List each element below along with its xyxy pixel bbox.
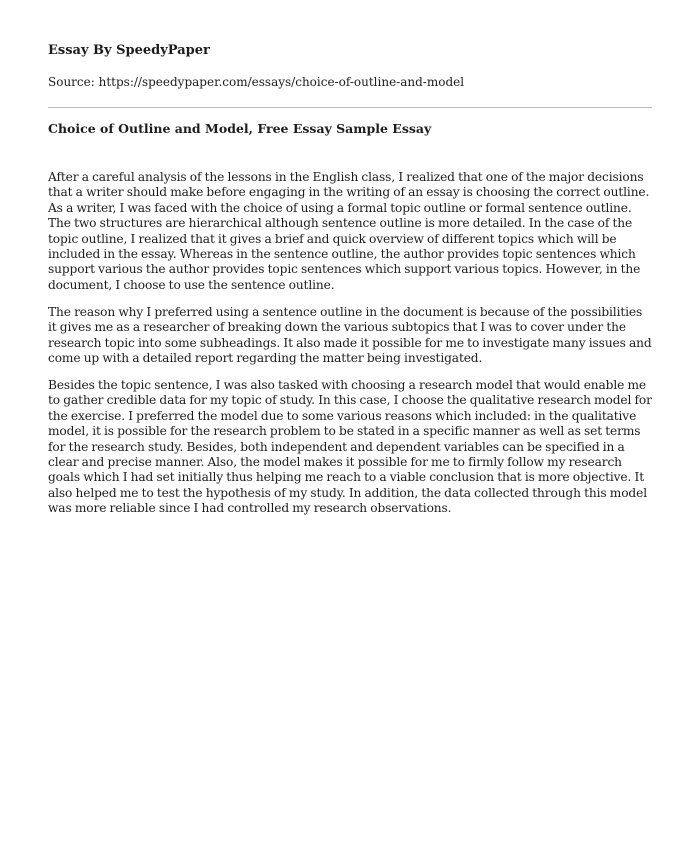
source-line (48, 75, 464, 90)
document-page (48, 0, 652, 850)
essay-body (48, 170, 652, 528)
header-divider (48, 107, 652, 108)
source-url[interactable]: https://speedypaper.com/essays/choice-of-outline-and-model (98, 75, 465, 89)
document-header-title: Essay By SpeedyPaper (48, 43, 210, 58)
essay-paragraph-3: Besides the topic sentence, I was also tasked with choosing a research model that would enable me to gather credible data for my topic of study. In this case, I choose the qualitative research model for the exercise. I preferred the model due to some various reasons which included: in the qualitative model, it is possible for the research problem to be stated in a specific manner as well as set terms for the research study. Besides, both independent and dependent variables can be specified in a clear and precise manner. Also, the model makes it possible for me to firmly follow my research goals which I had set initially thus helping me reach to a viable conclusion that is more objective. It also helped me to test the hypothesis of my study. In addition, the data collected through this model was more reliable since I had controlled my research observations. (48, 377, 652, 516)
source-label: Source: (48, 75, 95, 89)
essay-title: Choice of Outline and Model, Free Essay Sample Essay (48, 121, 432, 136)
essay-paragraph-2: The reason why I preferred using a sentence outline in the document is because of the possibilities it gives me as a researcher of breaking down the various subtopics that I was to cover under the research topic into some subheadings. It also made it possible for me to investigate many issues and come up with a detailed report regarding the matter being investigated. (48, 304, 652, 365)
essay-paragraph-1: After a careful analysis of the lessons in the English class, I realized that one of the major decisions that a writer should make before engaging in the writing of an essay is choosing the correct outline. As a writer, I was faced with the choice of using a formal topic outline or formal sentence outline. The two structures are hierarchical although sentence outline is more detailed. In the case of the topic outline, I realized that it gives a brief and quick overview of different topics which will be included in the essay. Whereas in the sentence outline, the author provides topic sentences which support various the author provides topic sentences which support various topics. However, in the document, I choose to use the sentence outline. (48, 170, 650, 292)
